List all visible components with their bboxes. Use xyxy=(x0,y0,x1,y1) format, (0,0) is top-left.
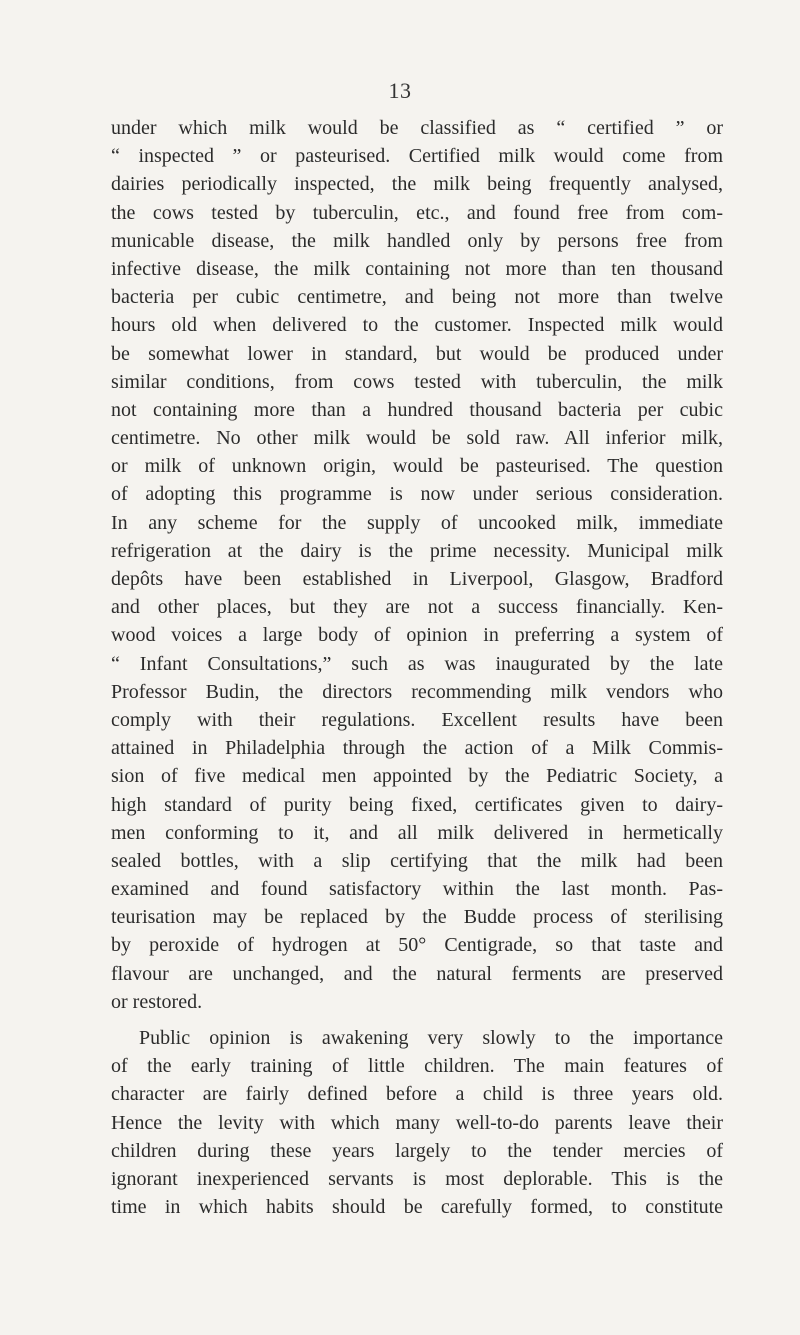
text-line: of the early training of little children. The main features of xyxy=(111,1055,723,1078)
text-line: or milk of unknown origin, would be pasteurised. The question xyxy=(111,455,723,478)
text-line: be somewhat lower in standard, but would be produced under xyxy=(111,342,723,365)
text-line: infective disease, the milk containing not more than ten thousand xyxy=(111,257,723,280)
text-line: Professor Budin, the directors recommending milk vendors who xyxy=(111,680,723,703)
text-line: teurisation may be replaced by the Budde process of sterilising xyxy=(111,906,723,929)
text-line: high standard of purity being fixed, certificates given to dairy- xyxy=(111,793,723,816)
text-line: examined and found satisfactory within the last month. Pas- xyxy=(111,878,723,901)
page-number: 13 xyxy=(388,78,412,103)
text-line: dairies periodically inspected, the milk being frequently analysed, xyxy=(111,173,723,196)
text-line: attained in Philadelphia through the action of a Milk Commis- xyxy=(111,737,723,760)
text-line: bacteria per cubic centimetre, and being not more than twelve xyxy=(111,286,723,309)
paragraph xyxy=(111,114,723,1016)
text-line: hours old when delivered to the customer. Inspected milk would xyxy=(111,314,723,337)
text-line: children during these years largely to the tender mercies of xyxy=(111,1139,723,1162)
paragraph-container xyxy=(111,114,723,1221)
paragraph xyxy=(111,1024,723,1221)
text-line: depôts have been established in Liverpool, Glasgow, Bradford xyxy=(111,568,723,590)
text-line: “ Infant Consultations,” such as was inaugurated by the late xyxy=(111,652,723,675)
text-line: sion of five medical men appointed by the Pediatric Society, a xyxy=(111,765,723,788)
text-line: wood voices a large body of opinion in preferring a system of xyxy=(111,624,723,647)
text-line: Public opinion is awakening very slowly to the importance xyxy=(139,1027,723,1049)
text-line: men conforming to it, and all milk delivered in hermetically xyxy=(111,821,723,844)
text-line: flavour are unchanged, and the natural ferments are preserved xyxy=(111,962,723,985)
text-line: centimetre. No other milk would be sold raw. All inferior milk, xyxy=(111,427,723,450)
text-line: Hence the levity with which many well-to-do parents leave their xyxy=(111,1111,723,1134)
text-line: In any scheme for the supply of uncooked milk, immediate xyxy=(111,511,723,534)
text-line: not containing more than a hundred thousand bacteria per cubic xyxy=(111,398,723,421)
text-line: “ inspected ” or pasteurised. Certified milk would come from xyxy=(111,145,723,168)
text-line: by peroxide of hydrogen at 50° Centigrade, so that taste and xyxy=(111,934,723,957)
paragraph-gap xyxy=(111,1016,723,1024)
text-line: similar conditions, from cows tested with tuberculin, the milk xyxy=(111,370,723,393)
text-line: or restored. xyxy=(111,990,203,1013)
text-line: and other places, but they are not a success financially. Ken- xyxy=(111,596,723,619)
text-line: refrigeration at the dairy is the prime necessity. Municipal milk xyxy=(111,539,723,562)
text-line: municable disease, the milk handled only by persons free from xyxy=(111,229,723,252)
text-line: ignorant inexperienced servants is most deplorable. This is the xyxy=(111,1167,723,1190)
text-line: comply with their regulations. Excellent results have been xyxy=(111,708,723,731)
text-line: sealed bottles, with a slip certifying that the milk had been xyxy=(111,849,723,872)
text-line: of adopting this programme is now under serious consideration. xyxy=(111,483,723,506)
text-line: the cows tested by tuberculin, etc., and found free from com- xyxy=(111,201,723,224)
text-line: time in which habits should be carefully formed, to constitute xyxy=(111,1196,723,1219)
text-line: character are fairly defined before a child is three years old. xyxy=(111,1083,723,1106)
text-line: under which milk would be classified as “ certified ” or xyxy=(111,117,723,139)
body-text xyxy=(111,114,723,1221)
